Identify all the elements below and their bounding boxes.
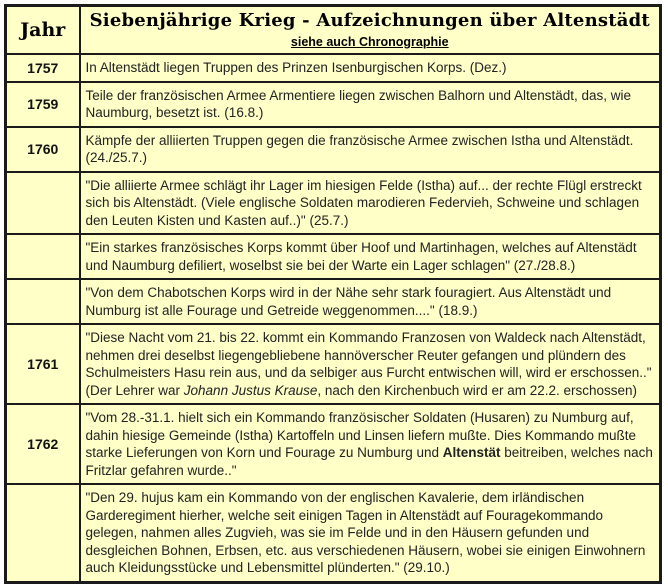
entry-cell [80, 172, 661, 235]
entry-cell [80, 404, 661, 484]
entry-cell [80, 279, 661, 324]
entry-cell [80, 127, 661, 172]
year-cell: 1757 [6, 54, 80, 82]
year-cell [6, 234, 80, 279]
page-title: Siebenjährige Krieg - Aufzeichnungen über Altenstädt [89, 10, 650, 31]
table-row [6, 404, 661, 484]
entry-text-segment: , nach den Kirchenbuch wird er am 22.2. erschossen) [317, 382, 638, 398]
entry-text-segment: beitreiben, welches nach Fritzlar gefahren wurde.." [85, 445, 653, 478]
entry-text-segment: In Altenstädt liegen Truppen des Prinzen Isenburgischen Korps. (Dez.) [85, 60, 507, 75]
chronographie-link[interactable]: siehe auch Chronographie [290, 35, 449, 49]
year-cell [6, 172, 80, 235]
table-row [6, 324, 661, 404]
table-row [6, 127, 661, 172]
table-row [6, 82, 661, 127]
entry-cell [80, 324, 661, 404]
entry-text-segment: Teile der französischen Armee Armentiere liegen zwischen Balhorn und Altenstädt, das, wie Naumburg, besetzt ist. (16.8.) [85, 87, 632, 120]
entry-cell [80, 54, 661, 82]
year-cell: 1759 [6, 82, 80, 127]
year-column-header: Jahr [20, 19, 66, 41]
table-row [6, 234, 661, 279]
entry-text-segment: Kämpfe der alliierten Truppen gegen die französische Armee zwischen Istha und Altenstädt. (24./25.7.) [85, 132, 634, 165]
subtitle-row [85, 33, 656, 51]
year-cell [6, 279, 80, 324]
entry-text-segment: "Vom 28.-31.1. hielt sich ein Kommando französischer Soldaten (Husaren) zu Numburg auf, dahin hiesige Gemeinde (Istha) Kartoffeln und Linsen liefern mußte. Dies Kommando mußte starke Lieferungen von Korn und Fourage zu Numburg und [85, 410, 637, 460]
entry-text-segment: "Ein starkes französisches Korps kommt über Hoof und Martinhagen, welches auf Altenstädt und Naumburg defiliert, woselbst sie bei der Warte ein Lager schlagen" (27./28.8.) [85, 240, 637, 273]
history-table [4, 4, 662, 584]
entry-text-segment: "Die alliierte Armee schlägt ihr Lager im hiesigen Felde (Istha) auf... der rechte Flügl erstreckt sich bis Altenstädt. (Viele englische Soldaten marodieren Federvieh, Schweine und schlagen den Leuten Kisten und Kasten auf..)" (25.7.) [85, 177, 642, 228]
table-row [6, 279, 661, 324]
table-header-row [6, 6, 661, 55]
table-row [6, 172, 661, 235]
entry-text-segment: "Diese Nacht vom 21. bis 22. kommt ein Kommando Franzosen von Waldeck nach Altenstädt, nehmen drei deselbst liegengebliebene hannöverscher Reuter gefangen und plündern des Schulmeisters Hasu rein aus, und da selbiger aus Furcht entwischen will, wird er erschossen.." (Der Lehrer war [85, 330, 652, 398]
title-header-cell [80, 6, 661, 55]
entry-cell [80, 234, 661, 279]
history-table-body [6, 54, 661, 582]
year-column-header-cell [6, 6, 80, 55]
entry-text-segment: Altenstät [442, 445, 501, 460]
year-cell: 1762 [6, 404, 80, 484]
year-cell: 1760 [6, 127, 80, 172]
entry-text-segment: "Von dem Chabotschen Korps wird in der Nähe sehr stark fouragiert. Aus Altenstädt und Numburg ist alle Fourage und Getreide weggenommen...." (18.9.) [85, 285, 612, 318]
year-cell: 1761 [6, 324, 80, 404]
entry-text-segment: "Den 29. hujus kam ein Kommando von der englischen Kavalerie, dem irländischen Garderegiment hierher, welche seit einigen Tagen in Altenstädt auf Fouragekommando gelegen, nahmen alles Zugvieh, was sie im Felde und in den Häusern gefunden und desgleichen Bohnen, Erbsen, etc. aus verschiedenen Häusern, wobei sie einigen Einwohnern auch Kleidungsstücke und Lebensmittel plünderten." (29.10.) [85, 490, 646, 575]
entry-cell [80, 82, 661, 127]
entry-cell [80, 484, 661, 582]
entry-text-segment: Johann Justus Krause [183, 382, 318, 398]
year-cell [6, 484, 80, 582]
table-row [6, 484, 661, 582]
table-row [6, 54, 661, 82]
